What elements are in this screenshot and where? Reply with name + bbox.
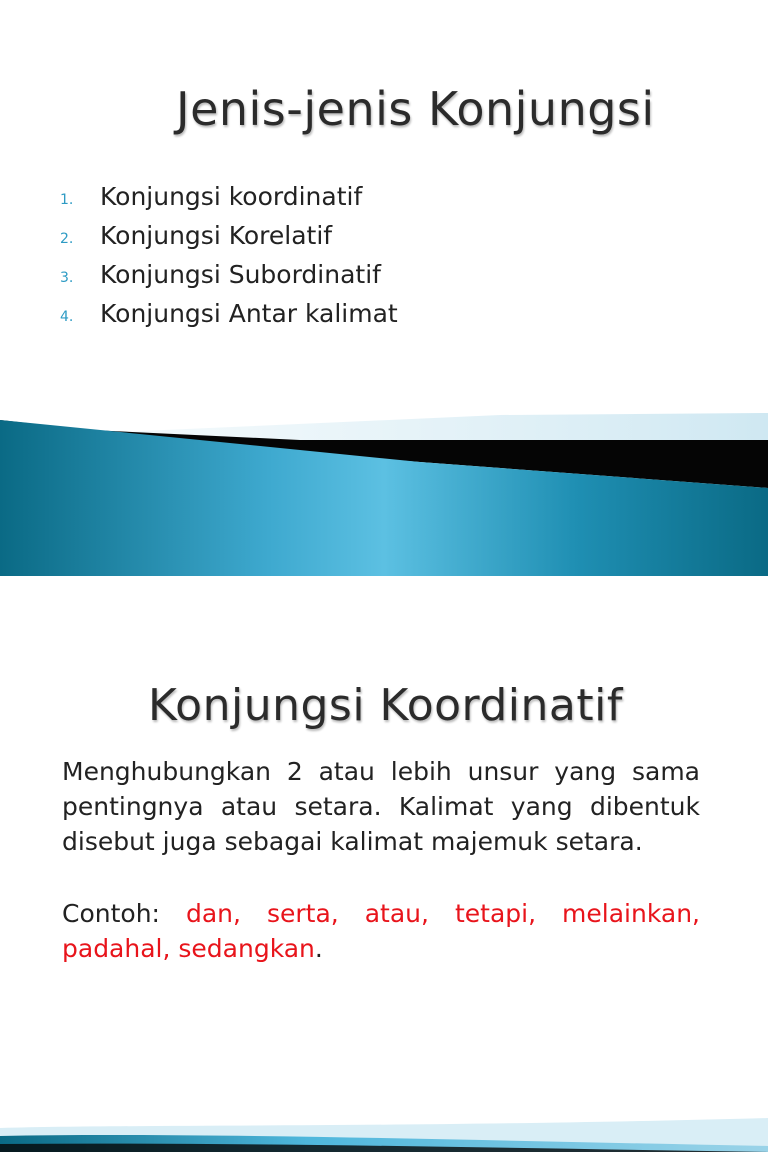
list-number: 2. [60, 231, 74, 247]
list-item-text: Konjungsi Korelatif [100, 221, 333, 250]
definition-paragraph: Menghubungkan 2 atau lebih unsur yang sama pentingnya atau setara. Kalimat yang dibentuk disebut juga sebagai kalimat majemuk setara. [62, 757, 700, 856]
slide-2 [0, 576, 768, 1152]
slide-title: Jenis-jenis Konjungsi [176, 82, 655, 136]
slide-title: Konjungsi Koordinatif [148, 680, 623, 731]
decorative-wave-band-bottom [0, 576, 768, 1152]
list-item-text: Konjungsi Antar kalimat [100, 299, 398, 328]
example-label: Contoh: [62, 899, 186, 928]
list-number: 3. [60, 270, 74, 286]
example-end: . [314, 934, 323, 963]
list-item-text: Konjungsi koordinatif [100, 182, 363, 211]
list-number: 1. [60, 192, 74, 208]
example-words: dan, serta, atau, tetapi, melainkan, padahal, sedangkan [62, 899, 700, 963]
list-number: 4. [60, 309, 74, 325]
list-item-text: Konjungsi Subordinatif [100, 260, 381, 289]
